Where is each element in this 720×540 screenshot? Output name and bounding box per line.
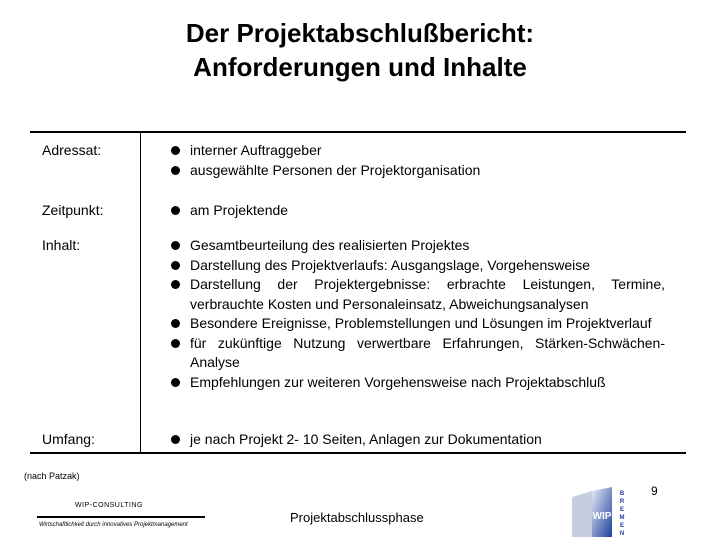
list-item: ausgewählte Personen der Projektorganisation bbox=[168, 161, 665, 181]
zeitpunkt-list bbox=[168, 201, 665, 221]
logo-slogan: Wirtschaftlichkeit durch innovatives Projektmanagement bbox=[39, 522, 188, 528]
svg-text:E: E bbox=[619, 523, 625, 529]
svg-text:R: R bbox=[619, 499, 625, 505]
svg-text:M: M bbox=[619, 515, 625, 521]
list-item: Empfehlungen zur weiteren Vorgehensweise nach Projektabschluß bbox=[168, 373, 665, 393]
bullet-icon bbox=[171, 206, 180, 215]
svg-text:N: N bbox=[619, 531, 625, 537]
list-item: Darstellung des Projektverlaufs: Ausgangslage, Vorgehensweise bbox=[168, 256, 665, 276]
logo-underline bbox=[37, 516, 205, 518]
list-item: je nach Projekt 2- 10 Seiten, Anlagen zur Dokumentation bbox=[168, 430, 665, 450]
row-label-adressat: Adressat: bbox=[42, 142, 102, 158]
footer-section-title: Projektabschlussphase bbox=[290, 510, 424, 525]
row-label-umfang: Umfang: bbox=[42, 431, 95, 447]
bullet-icon bbox=[171, 241, 180, 250]
bullet-icon bbox=[171, 339, 180, 348]
list-item: für zukünftige Nutzung verwertbare Erfahrungen, Stärken-Schwächen-Analyse bbox=[168, 334, 665, 373]
bullet-icon bbox=[171, 146, 180, 155]
list-item: Gesamtbeurteilung des realisierten Projektes bbox=[168, 236, 665, 256]
list-item: Besondere Ereignisse, Problemstellungen und Lösungen im Projektverlauf bbox=[168, 314, 665, 334]
title-line-2: Anforderungen und Inhalte bbox=[193, 52, 527, 82]
list-item: am Projektende bbox=[168, 201, 665, 221]
source-note: (nach Patzak) bbox=[24, 471, 80, 481]
list-item: interner Auftraggeber bbox=[168, 141, 665, 161]
adressat-list bbox=[168, 141, 665, 180]
wip-bremen-logo-icon bbox=[572, 487, 640, 539]
svg-text:B: B bbox=[619, 491, 625, 497]
list-item: Darstellung der Projektergebnisse: erbrachte Leistungen, Termine, verbrauchte Kosten und Personaleinsatz, Abweichungsanalysen bbox=[168, 275, 665, 314]
title-line-1: Der Projektabschlußbericht: bbox=[185, 18, 535, 48]
bullet-icon bbox=[171, 378, 180, 387]
slide-title bbox=[0, 16, 720, 84]
bullet-icon bbox=[171, 166, 180, 175]
column-divider bbox=[140, 131, 141, 454]
bullet-icon bbox=[171, 280, 180, 289]
svg-text:E: E bbox=[619, 507, 625, 513]
logo-wip-text: WIP bbox=[592, 511, 612, 522]
inhalt-list bbox=[168, 236, 665, 392]
page-number: 9 bbox=[651, 484, 658, 498]
bullet-icon bbox=[171, 435, 180, 444]
umfang-list bbox=[168, 430, 665, 450]
bullet-icon bbox=[171, 319, 180, 328]
bullet-icon bbox=[171, 261, 180, 270]
row-label-inhalt: Inhalt: bbox=[42, 237, 81, 253]
row-label-zeitpunkt: Zeitpunkt: bbox=[42, 202, 104, 218]
wip-consulting-logo: WIP-CONSULTING bbox=[75, 502, 143, 509]
